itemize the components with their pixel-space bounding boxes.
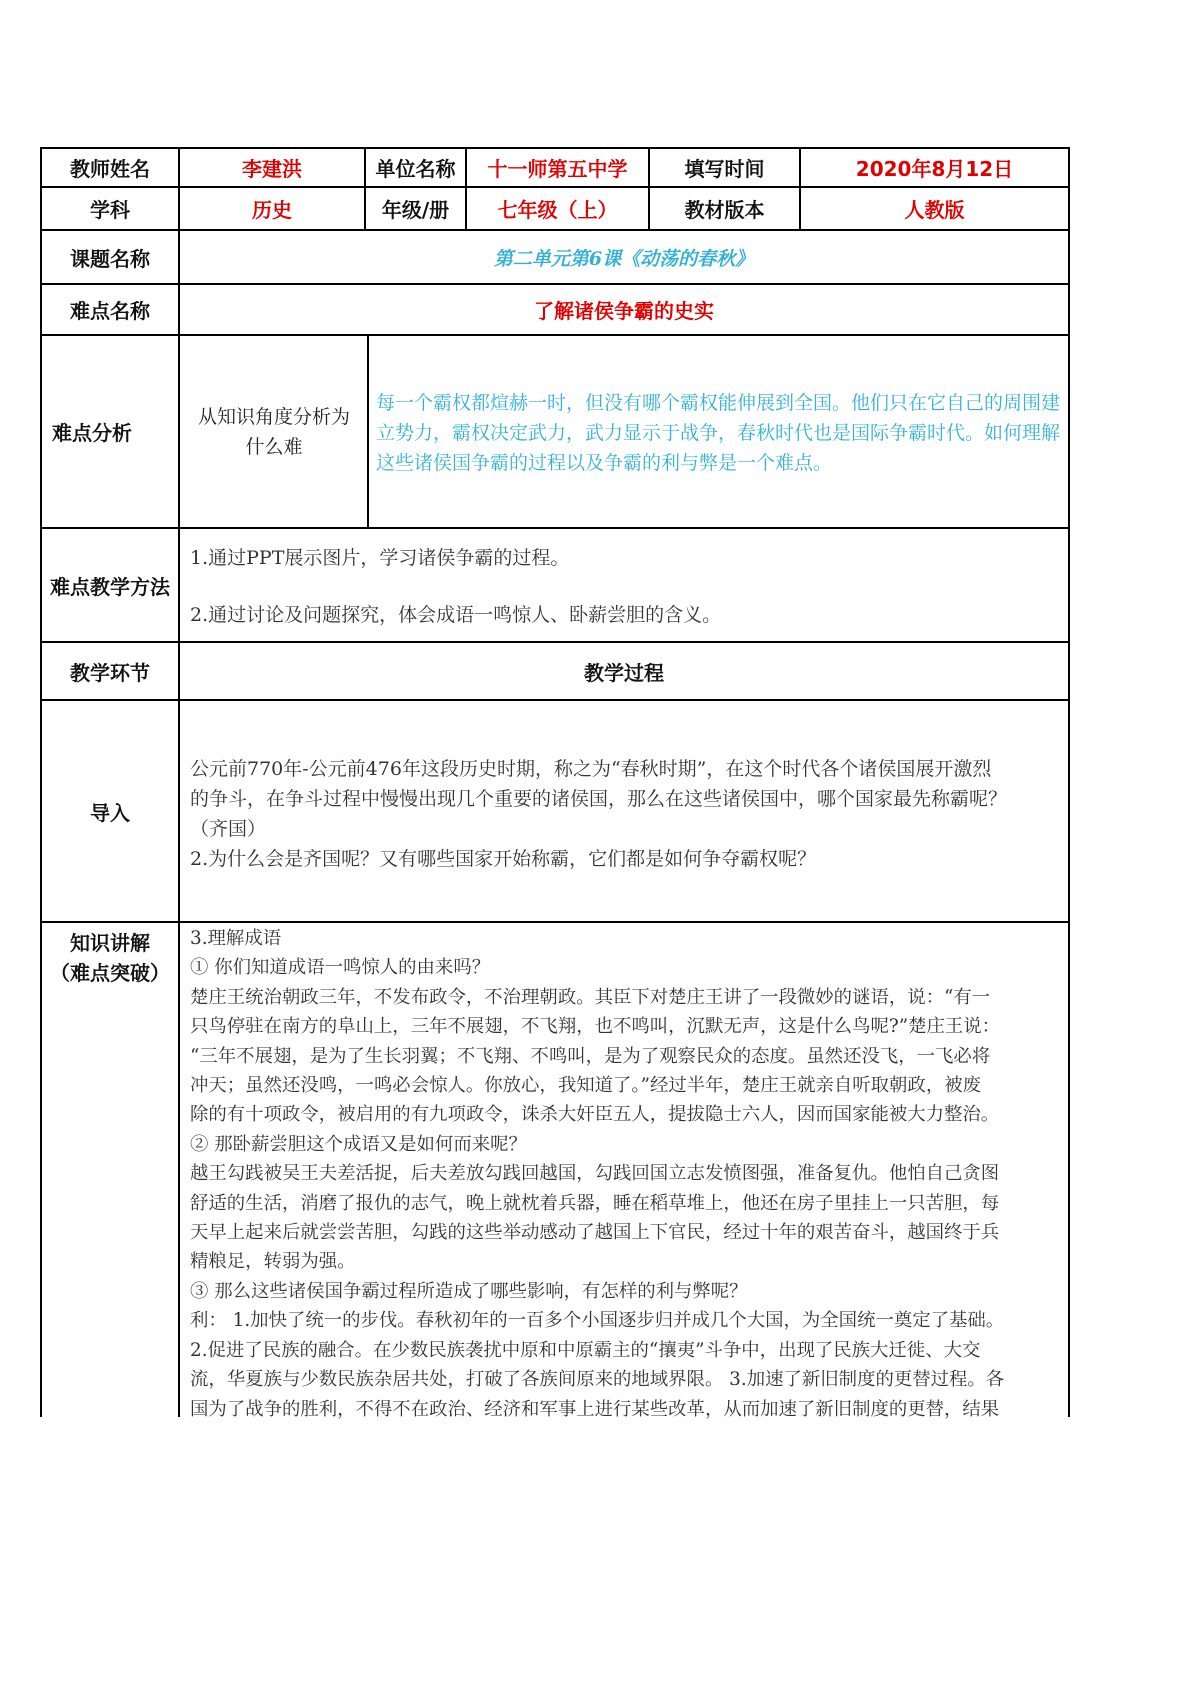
knowledge-line: ① 你们知道成语一鸣惊人的由来吗？ <box>190 957 491 979</box>
teacher-name-label: 教师姓名 <box>70 157 150 181</box>
knowledge-line: 只鸟停驻在南方的阜山上，三年不展翅，不飞翔，也不鸣叫，沉默无声，这是什么鸟呢?”楚庄王说： <box>190 1016 1001 1038</box>
analysis-sub-label: 从知识角度分析为什么难 <box>197 405 350 458</box>
knowledge-label-line2: （难点突破） <box>50 961 170 985</box>
intro-line-4: 2.为什么会是齐国呢？又有哪些国家开始称霸，它们都是如何争夺霸权呢？ <box>190 848 817 870</box>
knowledge-line: 3.理解成语 <box>190 928 282 949</box>
topic-label: 课题名称 <box>70 246 150 271</box>
method-item-1: 1.通过PPT展示图片，学习诸侯争霸的过程。 <box>190 547 570 569</box>
knowledge-line: 利： 1.加快了统一的步伐。春秋初年的一百多个小国逐步归并成几个大国，为全国统一奠定了基础。 <box>190 1310 1005 1332</box>
teacher-name-value: 李建洪 <box>242 157 302 181</box>
analysis-text: 每一个霸权都煊赫一时，但没有哪个霸权能伸展到全国。他们只在它自己的周围建立势力，霸权决定武力，武力显示于战争，春秋时代也是国际争霸时代。如何理解这些诸侯国争霸的过程以及争霸的利与弊是一个难点。 <box>376 392 1061 474</box>
knowledge-line: 流，华夏族与少数民族杂居共处，打破了各族间原来的地域界限。 3.加速了新旧制度的更替过程。各 <box>190 1369 1005 1391</box>
knowledge-line: 冲天；虽然还没鸣，一鸣必会惊人。你放心，我知道了。”经过半年，楚庄王就亲自听取朝政，被废 <box>190 1075 982 1097</box>
knowledge-line: “三年不展翅，是为了生长羽翼；不飞翔、不鸣叫，是为了观察民众的态度。虽然还没飞，一飞必将 <box>190 1045 991 1067</box>
fill-date-value: 2020年8月12日 <box>855 157 1014 181</box>
knowledge-line: 精粮足，转弱为强。 <box>190 1251 356 1273</box>
subject-value: 历史 <box>252 198 292 222</box>
knowledge-line: 舒适的生活，消磨了报仇的志气，晚上就枕着兵器，睡在稻草堆上，他还在房子里挂上一只苦胆，每 <box>190 1192 1000 1214</box>
knowledge-line: 2.促进了民族的融合。在少数民族袭扰中原和中原霸主的“攘夷”斗争中，出现了民族大迁徙、大交 <box>190 1339 981 1361</box>
intro-line-2: 的争斗，在争斗过程中慢慢出现几个重要的诸侯国，那么在这些诸侯国中，哪个国家最先称霸呢？ <box>190 788 1008 810</box>
intro-line-1: 公元前770年-公元前476年这段历史时期，称之为“春秋时期”，在这个时代各个诸侯国展开激烈 <box>190 758 992 780</box>
subject-label: 学科 <box>90 198 130 222</box>
textbook-label: 教材版本 <box>684 198 765 222</box>
knowledge-line: 国为了战争的胜利，不得不在政治、经济和军事上进行某些改革，从而加速了新旧制度的更替，结果 <box>190 1398 1000 1420</box>
knowledge-label-line1: 知识讲解 <box>70 931 150 955</box>
analysis-label: 难点分析 <box>52 421 132 445</box>
intro-line-3: （齐国） <box>190 818 267 840</box>
knowledge-line: 除的有十项政令，被启用的有九项政令，诛杀大奸臣五人，提拔隐士六人，因而国家能被大力整治。 <box>190 1104 1000 1126</box>
knowledge-line: ② 那卧薪尝胆这个成语又是如何而来呢？ <box>190 1133 527 1155</box>
knowledge-text <box>190 924 1065 1424</box>
process-header: 教学过程 <box>584 660 664 685</box>
knowledge-line: 天早上起来后就尝尝苦胆，勾践的这些举动感动了越国上下官民，经过十年的艰苦奋斗，越国终于兵 <box>190 1222 1000 1244</box>
process-stage-label: 教学环节 <box>70 660 150 685</box>
unit-name-label: 单位名称 <box>375 157 456 181</box>
method-item-2: 2.通过讨论及问题探究，体会成语一鸣惊人、卧薪尝胆的含义。 <box>190 604 722 626</box>
knowledge-line: ③ 那么这些诸侯国争霸过程所造成了哪些影响，有怎样的利与弊呢？ <box>190 1280 748 1302</box>
topic-value: 第二单元第6课《动荡的春秋》 <box>493 247 755 270</box>
difficulty-label: 难点名称 <box>70 299 150 323</box>
textbook-value: 人教版 <box>904 198 965 222</box>
knowledge-line: 越王勾践被吴王夫差活捉，后夫差放勾践回越国，勾践回国立志发愤图强，准备复仇。他怕自己贪图 <box>190 1163 1000 1185</box>
intro-text <box>190 754 1060 874</box>
intro-label: 导入 <box>90 800 130 825</box>
grade-label: 年级/册 <box>381 198 450 222</box>
knowledge-label <box>42 928 178 988</box>
fill-date-label: 填写时间 <box>684 157 765 181</box>
unit-name-value: 十一师第五中学 <box>487 157 628 181</box>
difficulty-value: 了解诸侯争霸的史实 <box>534 299 714 323</box>
grade-value: 七年级（上） <box>497 198 618 222</box>
knowledge-line: 楚庄王统治朝政三年，不发布政令，不治理朝政。其臣下对楚庄王讲了一段微妙的谜语，说：“有一 <box>190 986 991 1008</box>
method-label: 难点教学方法 <box>50 574 170 599</box>
